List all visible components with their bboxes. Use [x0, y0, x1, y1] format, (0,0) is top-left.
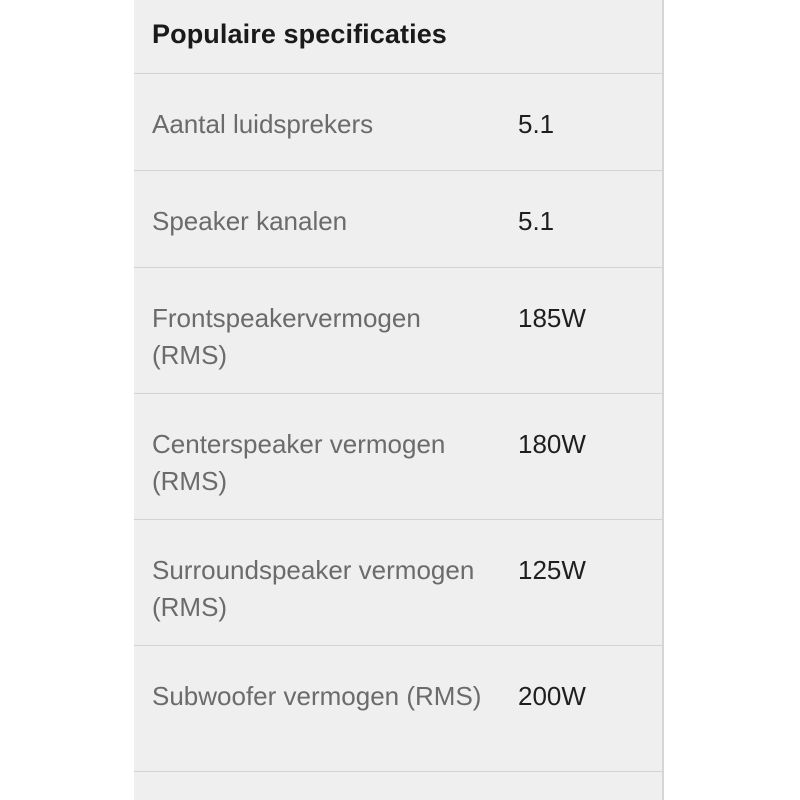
- spec-value: 5.1: [518, 206, 555, 236]
- spec-row-speaker-count: [134, 74, 662, 171]
- spec-value: 185W: [518, 303, 586, 333]
- spec-label: Surroundspeaker vermogen (RMS): [152, 555, 475, 622]
- spec-value: 5.1: [518, 109, 555, 139]
- specifications-panel: [134, 0, 664, 800]
- spec-row-surround-power: [134, 520, 662, 646]
- spec-value: 200W: [518, 681, 586, 711]
- spec-value: 180W: [518, 429, 586, 459]
- spec-value: 125W: [518, 555, 586, 585]
- spec-label: Speaker kanalen: [152, 206, 348, 236]
- spec-label: Aantal luidsprekers: [152, 109, 374, 139]
- spec-label: Subwoofer vermogen (RMS): [152, 681, 482, 711]
- spec-row-front-power: [134, 268, 662, 394]
- section-title: Populaire specificaties: [152, 19, 447, 49]
- specifications-header: [134, 0, 662, 74]
- spec-row-speaker-channels: [134, 171, 662, 268]
- spec-label: Centerspeaker vermogen (RMS): [152, 429, 446, 496]
- spec-row-center-power: [134, 394, 662, 520]
- spec-row-subwoofer-power: [134, 646, 662, 772]
- spec-label: Frontspeakervermogen (RMS): [152, 303, 421, 370]
